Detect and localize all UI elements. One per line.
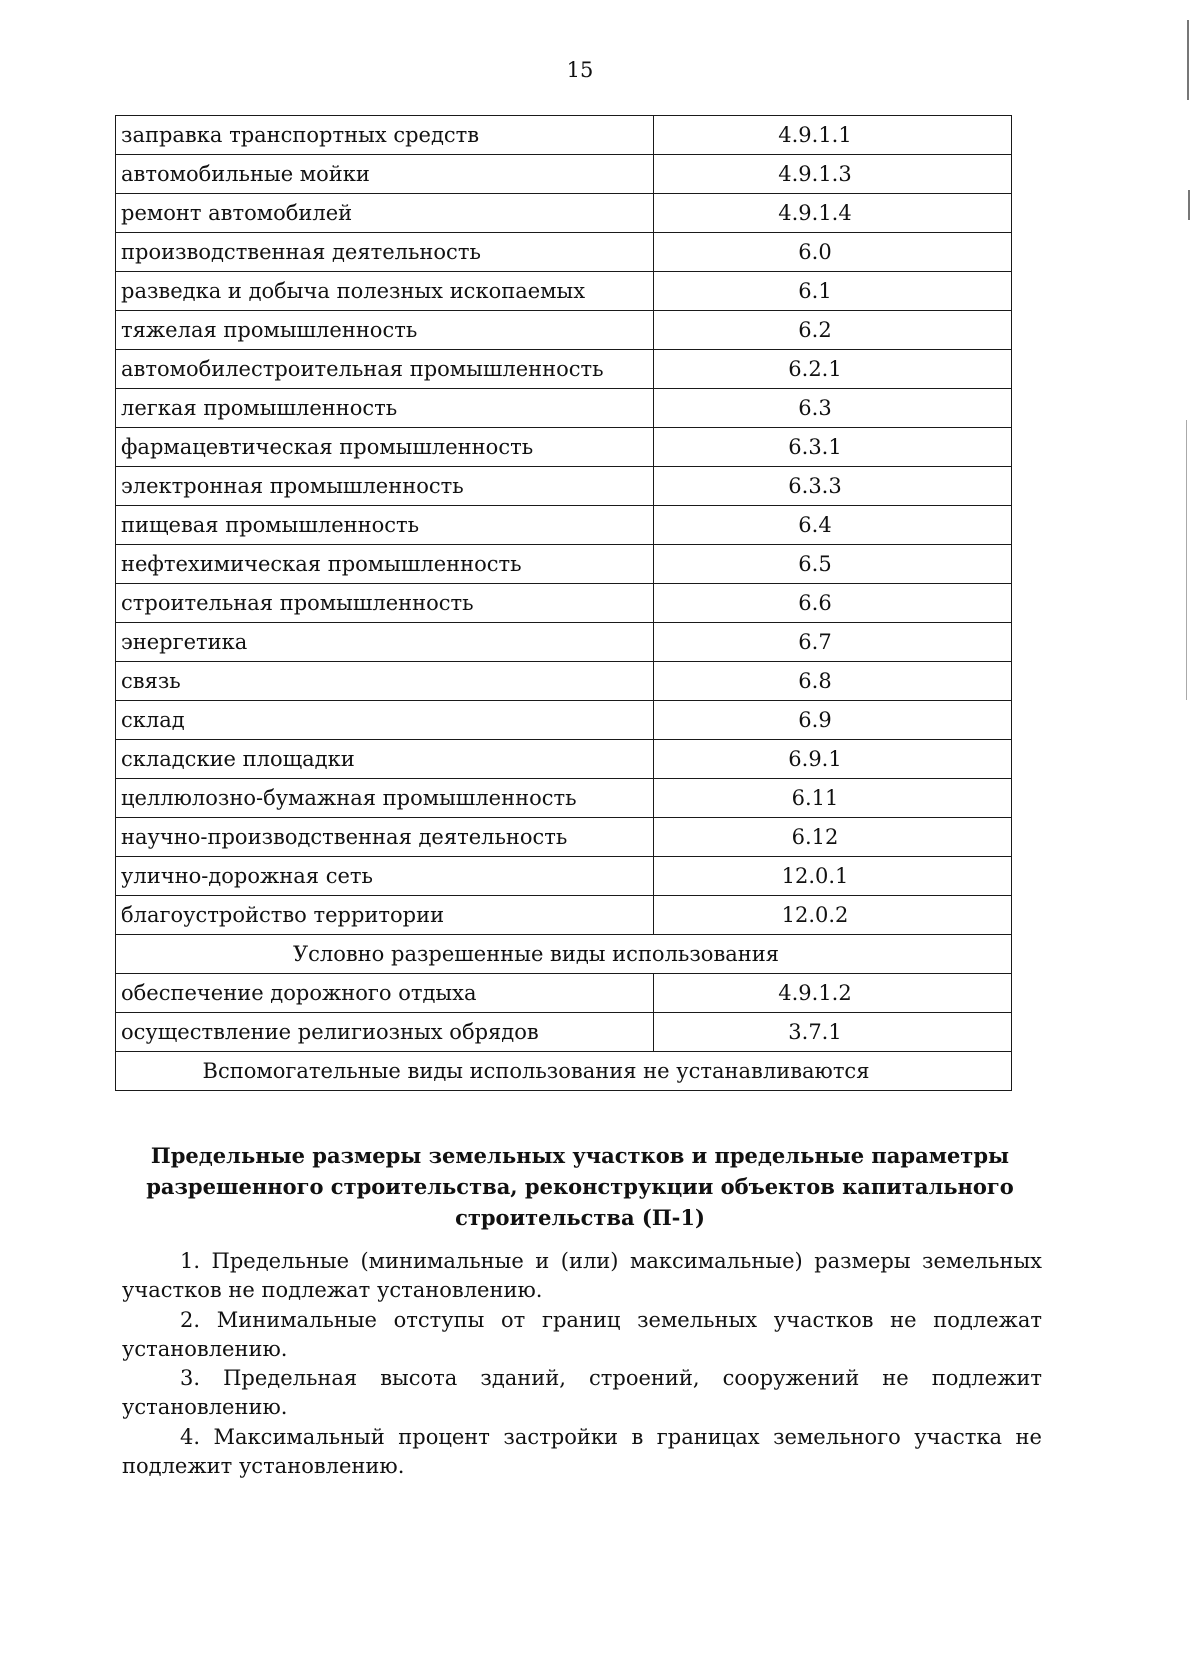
table-row bbox=[116, 233, 1012, 272]
use-name-cell: легкая промышленность bbox=[116, 389, 654, 428]
use-code-cell: 4.9.1.4 bbox=[654, 194, 1012, 233]
paragraph-line: участков не подлежат установлению. bbox=[122, 1278, 543, 1302]
table-row bbox=[116, 1013, 1012, 1052]
use-name-cell: осуществление религиозных обрядов bbox=[116, 1013, 654, 1052]
use-code-cell: 6.3 bbox=[654, 389, 1012, 428]
section-heading bbox=[0, 1140, 1160, 1233]
use-name-cell: производственная деятельность bbox=[116, 233, 654, 272]
table-row bbox=[116, 467, 1012, 506]
table-row bbox=[116, 350, 1012, 389]
use-name-cell: тяжелая промышленность bbox=[116, 311, 654, 350]
use-code-cell: 6.9 bbox=[654, 701, 1012, 740]
heading-line: Предельные размеры земельных участков и предельные параметры bbox=[150, 1143, 1010, 1168]
table-row bbox=[116, 389, 1012, 428]
use-code-cell: 6.7 bbox=[654, 623, 1012, 662]
use-name-cell: автомобильные мойки bbox=[116, 155, 654, 194]
use-name-cell: ремонт автомобилей bbox=[116, 194, 654, 233]
use-code-cell: 6.1 bbox=[654, 272, 1012, 311]
use-code-cell: 3.7.1 bbox=[654, 1013, 1012, 1052]
use-name-cell: строительная промышленность bbox=[116, 584, 654, 623]
table-row bbox=[116, 740, 1012, 779]
section-row bbox=[116, 1052, 1012, 1091]
use-code-cell: 12.0.1 bbox=[654, 857, 1012, 896]
scan-artifact bbox=[1187, 20, 1189, 100]
paragraph-line: 1. Предельные (минимальные и (или) максимальные) размеры земельных bbox=[180, 1249, 1042, 1273]
paragraph-1 bbox=[122, 1247, 1042, 1305]
use-code-cell: 12.0.2 bbox=[654, 896, 1012, 935]
table-row bbox=[116, 545, 1012, 584]
use-code-cell: 6.5 bbox=[654, 545, 1012, 584]
scan-artifact bbox=[1188, 190, 1190, 220]
table-row bbox=[116, 116, 1012, 155]
use-code-cell: 6.12 bbox=[654, 818, 1012, 857]
use-name-cell: пищевая промышленность bbox=[116, 506, 654, 545]
use-code-cell: 6.2.1 bbox=[654, 350, 1012, 389]
use-name-cell: разведка и добыча полезных ископаемых bbox=[116, 272, 654, 311]
use-name-cell: электронная промышленность bbox=[116, 467, 654, 506]
table-row bbox=[116, 623, 1012, 662]
heading-line: разрешенного строительства, реконструкции объектов капитального bbox=[146, 1174, 1014, 1199]
use-name-cell: складские площадки bbox=[116, 740, 654, 779]
table-row bbox=[116, 662, 1012, 701]
paragraph-line: 2. Минимальные отступы от границ земельных участков не подлежат bbox=[180, 1308, 1042, 1332]
use-code-cell: 4.9.1.2 bbox=[654, 974, 1012, 1013]
use-code-cell: 6.6 bbox=[654, 584, 1012, 623]
use-code-cell: 6.11 bbox=[654, 779, 1012, 818]
use-name-cell: энергетика bbox=[116, 623, 654, 662]
use-name-cell: связь bbox=[116, 662, 654, 701]
use-code-cell: 4.9.1.1 bbox=[654, 116, 1012, 155]
use-name-cell: склад bbox=[116, 701, 654, 740]
table-row bbox=[116, 194, 1012, 233]
use-code-cell: 6.8 bbox=[654, 662, 1012, 701]
use-name-cell: улично-дорожная сеть bbox=[116, 857, 654, 896]
table-row bbox=[116, 701, 1012, 740]
use-name-cell: целлюлозно-бумажная промышленность bbox=[116, 779, 654, 818]
use-name-cell: фармацевтическая промышленность bbox=[116, 428, 654, 467]
use-name-cell: нефтехимическая промышленность bbox=[116, 545, 654, 584]
use-code-cell: 6.3.3 bbox=[654, 467, 1012, 506]
paragraph-3 bbox=[122, 1364, 1042, 1422]
table-row bbox=[116, 779, 1012, 818]
paragraph-line: установлению. bbox=[122, 1395, 288, 1419]
use-code-cell: 6.9.1 bbox=[654, 740, 1012, 779]
table-row bbox=[116, 857, 1012, 896]
table-row bbox=[116, 155, 1012, 194]
table-row bbox=[116, 506, 1012, 545]
use-code-cell: 4.9.1.3 bbox=[654, 155, 1012, 194]
paragraph-line: установлению. bbox=[122, 1337, 288, 1361]
use-code-cell: 6.2 bbox=[654, 311, 1012, 350]
use-name-cell: заправка транспортных средств bbox=[116, 116, 654, 155]
heading-line: строительства (П-1) bbox=[455, 1205, 705, 1230]
use-code-cell: 6.0 bbox=[654, 233, 1012, 272]
use-code-cell: 6.4 bbox=[654, 506, 1012, 545]
paragraph-2 bbox=[122, 1306, 1042, 1364]
paragraph-line: 4. Максимальный процент застройки в границах земельного участка не bbox=[180, 1425, 1042, 1449]
land-use-table-body bbox=[116, 116, 1012, 1091]
use-name-cell: благоустройство территории bbox=[116, 896, 654, 935]
table-row bbox=[116, 896, 1012, 935]
table-row bbox=[116, 584, 1012, 623]
paragraph-4 bbox=[122, 1423, 1042, 1481]
section-header-cell: Условно разрешенные виды использования bbox=[116, 935, 1012, 974]
section-row bbox=[116, 935, 1012, 974]
table-row bbox=[116, 311, 1012, 350]
use-name-cell: научно-производственная деятельность bbox=[116, 818, 654, 857]
use-name-cell: автомобилестроительная промышленность bbox=[116, 350, 654, 389]
paragraph-line: подлежит установлению. bbox=[122, 1454, 405, 1478]
section-header-cell: Вспомогательные виды использования не устанавливаются bbox=[116, 1052, 1012, 1091]
table-row bbox=[116, 428, 1012, 467]
page-number: 15 bbox=[566, 58, 594, 82]
use-code-cell: 6.3.1 bbox=[654, 428, 1012, 467]
paragraph-line: 3. Предельная высота зданий, строений, сооружений не подлежит bbox=[180, 1366, 1042, 1390]
land-use-table bbox=[115, 115, 1012, 1091]
scan-artifact bbox=[1186, 420, 1187, 700]
table-row bbox=[116, 974, 1012, 1013]
table-row bbox=[116, 818, 1012, 857]
use-name-cell: обеспечение дорожного отдыха bbox=[116, 974, 654, 1013]
table-row bbox=[116, 272, 1012, 311]
